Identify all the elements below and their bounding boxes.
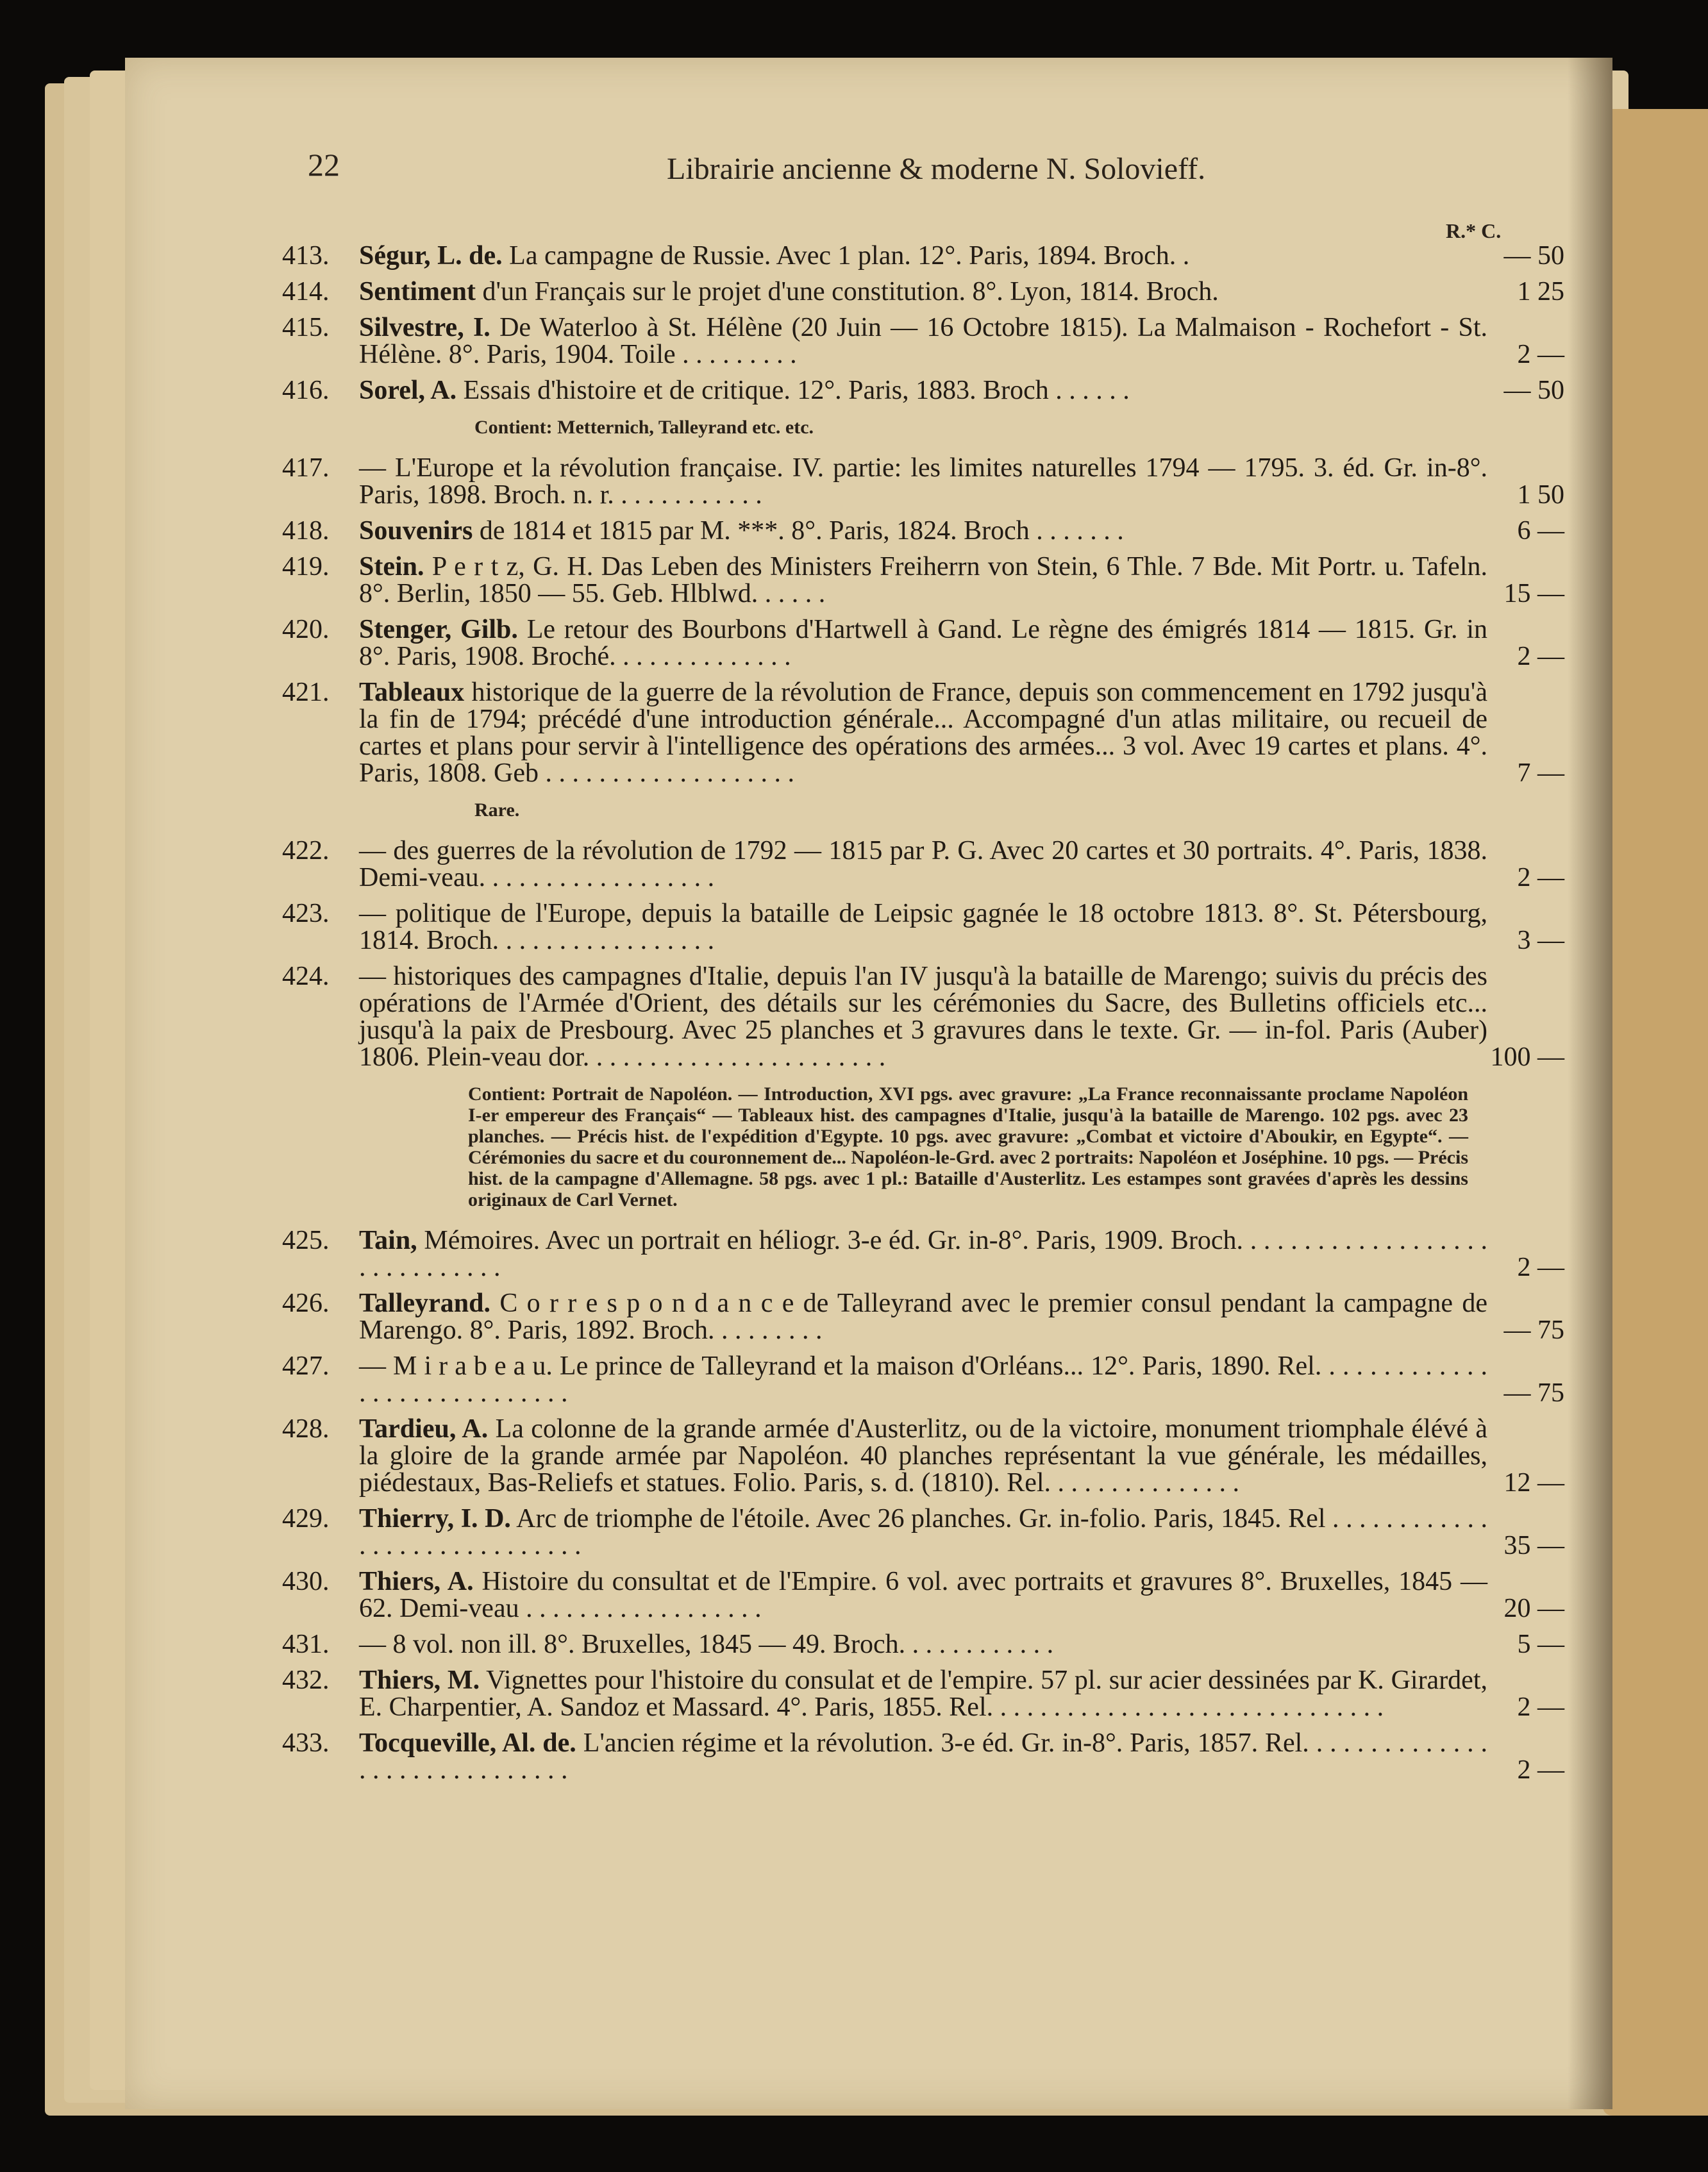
entry-title: Essais d'histoire et de critique. 12°. Paris, 1883. Broch . . . . . . (456, 376, 1130, 405)
entry-author: Stein. (359, 552, 424, 581)
catalog-entry (282, 1730, 1564, 1784)
entry-title: d'un Français sur le projet d'une constitution. 8°. Lyon, 1814. Broch. (476, 277, 1219, 306)
entry-title: — L'Europe et la révolution française. IV. partie: les limites naturelles 1794 — 1795. 3. éd. Gr. in-8°. Paris, 1898. Broch. n. r. . . . . . . . . . . . (359, 453, 1487, 510)
entry-title: P e r t z, G. H. Das Leben des Ministers Freiherrn von Stein, 6 Thle. 7 Bde. Mit Portr. u. Tafeln. 8°. Berlin, 1850 — 55. Geb. Hlblwd. . . . . . (359, 552, 1487, 608)
entry-title: Mémoires. Avec un portrait en héliogr. 3-e éd. Gr. in-8°. Paris, 1909. Broch. . . . . . . . . . . . . . . . . . . . . . . . . . . . . . (359, 1226, 1487, 1282)
entry-price: 2 — (1517, 1692, 1564, 1722)
entry-number: 425. (282, 1226, 330, 1255)
entry-title: — 8 vol. non ill. 8°. Bruxelles, 1845 — 49. Broch. . . . . . . . . . . . (359, 1630, 1054, 1659)
catalog-entries (282, 242, 1564, 1792)
entry-title: Vignettes pour l'histoire du consulat et de l'empire. 57 pl. sur acier dessinées par K. Girardet, E. Charpentier, A. Sandoz et Massard. 4°. Paris, 1855. Rel. . . . . . . . . . . . . . . . . . . . . . . . . . . . . . (359, 1666, 1487, 1722)
entry-price: 12 — (1503, 1468, 1564, 1498)
entry-author: Souvenirs (359, 516, 473, 546)
entry-price: 6 — (1517, 516, 1564, 546)
entry-description (359, 900, 1487, 954)
entry-description (359, 553, 1487, 607)
entry-title: historique de la guerre de la révolution de France, depuis son commencement en 1792 jusqu'à la fin de 1794; précédé d'une introduction générale... Accompagné d'un atlas militaire, ou recueil de cartes et plans pour servir à l'intelligence des opérations des armées... 3 vol. Avec 19 cartes et plans. 4°. Paris, 1808. Geb . . . . . . . . . . . . . . . . . . . (359, 678, 1487, 788)
entry-author: Sorel, A. (359, 376, 457, 405)
entry-author: Silvestre, I. (359, 313, 490, 342)
entry-title: La campagne de Russie. Avec 1 plan. 12°. Paris, 1894. Broch. . (502, 241, 1190, 271)
entry-description (359, 837, 1487, 891)
entry-number: 432. (282, 1666, 330, 1695)
entry-price: — 75 (1503, 1378, 1564, 1408)
catalog-entry (282, 1227, 1564, 1281)
entry-author: Ségur, L. de. (359, 241, 503, 271)
entry-number: 419. (282, 552, 330, 581)
entry-author: Talleyrand. (359, 1289, 490, 1318)
entry-number: 414. (282, 277, 330, 306)
entry-price: 7 — (1517, 758, 1564, 788)
entry-description (359, 1227, 1487, 1281)
entry-spacer (282, 1784, 1564, 1792)
entry-title: Arc de triomphe de l'étoile. Avec 26 planches. Gr. in-folio. Paris, 1845. Rel . . . . . . . . . . . . . . . . . . . . . . . . . . . . . (359, 1504, 1488, 1560)
entry-title: — politique de l'Europe, depuis la bataille de Leipsic gagnée le 18 octobre 1813. 8°. St. Pétersbourg, 1814. Broch. . . . . . . . . . . . . . . . . (359, 899, 1487, 955)
entry-price: 100 — (1490, 1042, 1564, 1072)
catalog-entry (282, 242, 1564, 269)
entry-description (359, 1416, 1487, 1496)
entry-number: 417. (282, 453, 330, 483)
entry-description (359, 1730, 1487, 1784)
entry-author: Tardieu, A. (359, 1414, 489, 1444)
entry-description (359, 1353, 1487, 1407)
entry-number: 430. (282, 1567, 330, 1596)
entry-description (359, 616, 1487, 670)
entry-number: 427. (282, 1351, 330, 1381)
page-number: 22 (308, 147, 340, 183)
entry-author: Tableaux (359, 678, 465, 707)
entry-price: 2 — (1517, 1755, 1564, 1785)
entry-number: 433. (282, 1728, 330, 1758)
catalog-entry (282, 679, 1564, 787)
entry-price: 5 — (1517, 1630, 1564, 1659)
entry-note: Contient: Metternich, Talleyrand etc. etc. (474, 417, 814, 438)
entry-number: 429. (282, 1504, 330, 1533)
entry-title: — M i r a b e a u. Le prince de Talleyrand et la maison d'Orléans... 12°. Paris, 1890. Rel. . . . . . . . . . . . . . . . . . . . . . . . . . . . . (359, 1351, 1487, 1408)
entry-price: 1 25 (1517, 277, 1564, 306)
entry-description (359, 1667, 1487, 1721)
entry-author: Thiers, A. (359, 1567, 474, 1596)
entry-author: Thiers, M. (359, 1666, 480, 1695)
catalog-entry (282, 455, 1564, 508)
entry-price: 2 — (1517, 863, 1564, 892)
entry-price: 2 — (1517, 340, 1564, 369)
entry-price: 15 — (1503, 579, 1564, 608)
entry-number: 418. (282, 516, 330, 546)
entry-description (359, 1290, 1487, 1344)
entry-description (359, 377, 1487, 404)
entry-title: — historiques des campagnes d'Italie, depuis l'an IV jusqu'à la bataille de Marengo; suivis du précis des opérations de l'Armée d'Orient, des détails sur les cérémonies du Sacre, des Bulletins officiels etc... jusqu'à la paix de Presbourg. Avec 25 planches et 3 gravures dans le texte. Gr. — in-fol. Paris (Auber) 1806. Plein-veau dor. . . . . . . . . . . . . . . . . . . . . . . (359, 962, 1487, 1072)
entry-title: C o r r e s p o n d a n c e de Talleyrand avec le premier consul pendant la campagne de Marengo. 8°. Paris, 1892. Broch. . . . . . . . . (359, 1289, 1487, 1345)
entry-price: 2 — (1517, 642, 1564, 671)
entry-price: 3 — (1517, 926, 1564, 955)
entry-number: 431. (282, 1630, 330, 1659)
entry-number: 420. (282, 615, 330, 644)
entry-description (359, 314, 1487, 368)
entry-number: 424. (282, 962, 330, 991)
entry-description (359, 278, 1487, 305)
facing-page-edge (1603, 109, 1708, 2116)
entry-title: De Waterloo à St. Hélène (20 Juin — 16 Octobre 1815). La Malmaison - Rochefort - St. Hélène. 8°. Paris, 1904. Toile . . . . . . . . . (359, 313, 1487, 369)
entry-author: Tocqueville, Al. de. (359, 1728, 576, 1758)
catalog-entry (282, 1353, 1564, 1407)
entry-number: 426. (282, 1289, 330, 1318)
entry-price: 20 — (1503, 1594, 1564, 1623)
entry-title: La colonne de la grande armée d'Austerlitz, ou de la victoire, monument triomphale élévé à la gloire de la grande armée par Napoléon. 40 planches représentant la vue générale, les médailles, piédestaux, Bas-Reliefs et statues. Folio. Paris, s. d. (1810). Rel. . . . . . . . . . . . . . . (359, 1414, 1488, 1498)
entry-title: Le retour des Bourbons d'Hartwell à Gand. Le règne des émigrés 1814 — 1815. Gr. in 8°. Paris, 1908. Broché. . . . . . . . . . . . . . (359, 615, 1487, 671)
entry-price: 2 — (1517, 1253, 1564, 1282)
entry-title: Histoire du consultat et de l'Empire. 6 vol. avec portraits et gravures 8°. Bruxelles, 1845 — 62. Demi-veau . . . . . . . . . . . . . . . . . . (359, 1567, 1487, 1623)
entry-price: — 50 (1503, 376, 1564, 405)
catalog-entry (282, 1290, 1564, 1344)
catalog-entry (282, 837, 1564, 891)
catalog-entry (282, 963, 1564, 1071)
entry-description (359, 517, 1487, 544)
catalog-entry (282, 1568, 1564, 1622)
catalog-entry (282, 1416, 1564, 1496)
entry-description (359, 963, 1487, 1071)
entry-title: de 1814 et 1815 par M. ***. 8°. Paris, 1824. Broch . . . . . . . (473, 516, 1124, 546)
catalog-entry (282, 314, 1564, 368)
entry-price: 35 — (1503, 1531, 1564, 1560)
catalog-entry (282, 553, 1564, 607)
entry-number: 413. (282, 241, 330, 271)
entry-author: Sentiment (359, 277, 476, 306)
catalog-entry (282, 900, 1564, 954)
entry-description (359, 1631, 1487, 1658)
catalog-entry (282, 377, 1564, 404)
entry-description (359, 1505, 1487, 1559)
entry-number: 423. (282, 899, 330, 928)
catalog-entry (282, 1667, 1564, 1721)
catalog-entry (282, 1505, 1564, 1559)
currency-column-header: R.* C. (1446, 219, 1502, 242)
catalog-entry (282, 278, 1564, 305)
entry-author: Tain, (359, 1226, 417, 1255)
entry-description (359, 1568, 1487, 1622)
entry-price: — 50 (1503, 241, 1564, 271)
catalog-entry (282, 616, 1564, 670)
running-head: Librairie ancienne & moderne N. Solovieff. (667, 152, 1206, 186)
entry-note: Rare. (474, 799, 520, 821)
page-gutter-shadow (1568, 58, 1612, 2109)
entry-number: 428. (282, 1414, 330, 1444)
entry-number: 422. (282, 836, 330, 865)
entry-author: Thierry, I. D. (359, 1504, 511, 1533)
entry-description (359, 242, 1487, 269)
entry-description (359, 679, 1487, 787)
entry-title: L'ancien régime et la révolution. 3-e éd. Gr. in-8°. Paris, 1857. Rel. . . . . . . . . . . . . . . . . . . . . . . . . . . . . . (359, 1728, 1487, 1785)
entry-price: 1 50 (1517, 480, 1564, 510)
entry-number: 421. (282, 678, 330, 707)
catalog-entry (282, 1631, 1564, 1658)
entry-title: — des guerres de la révolution de 1792 — 1815 par P. G. Avec 20 cartes et 30 portraits. 4°. Paris, 1838. Demi-veau. . . . . . . . . . . . . . . . . . (359, 836, 1487, 892)
entry-price: — 75 (1503, 1316, 1564, 1345)
entry-number: 415. (282, 313, 330, 342)
entry-note: Contient: Portrait de Napoléon. — Introduction, XVI pgs. avec gravure: „La France reconnaissante proclame Napoléon I-er empereur des Français“ — Tableaux hist. des campagnes d'Italie, jusqu'à la bataille de Marengo. 102 pgs. avec 23 planches. — Précis hist. de l'expédition d'Egypte. 10 pgs. avec gravure: „Combat et victoire d'Aboukir, en Egypte“. — Cérémonies du sacre et du couronnement de... Napoléon-le-Grd. avec 2 portraits: Napoléon et Joséphine. 10 pgs. — Précis hist. de la campagne d'Allemagne. 58 pgs. avec 1 pl.: Bataille d'Austerlitz. Les estampes sont gravées d'après les dessins originaux de Carl Vernet. (468, 1083, 1468, 1210)
catalog-entry (282, 517, 1564, 544)
entry-number: 416. (282, 376, 330, 405)
entry-description (359, 455, 1487, 508)
entry-author: Stenger, Gilb. (359, 615, 518, 644)
